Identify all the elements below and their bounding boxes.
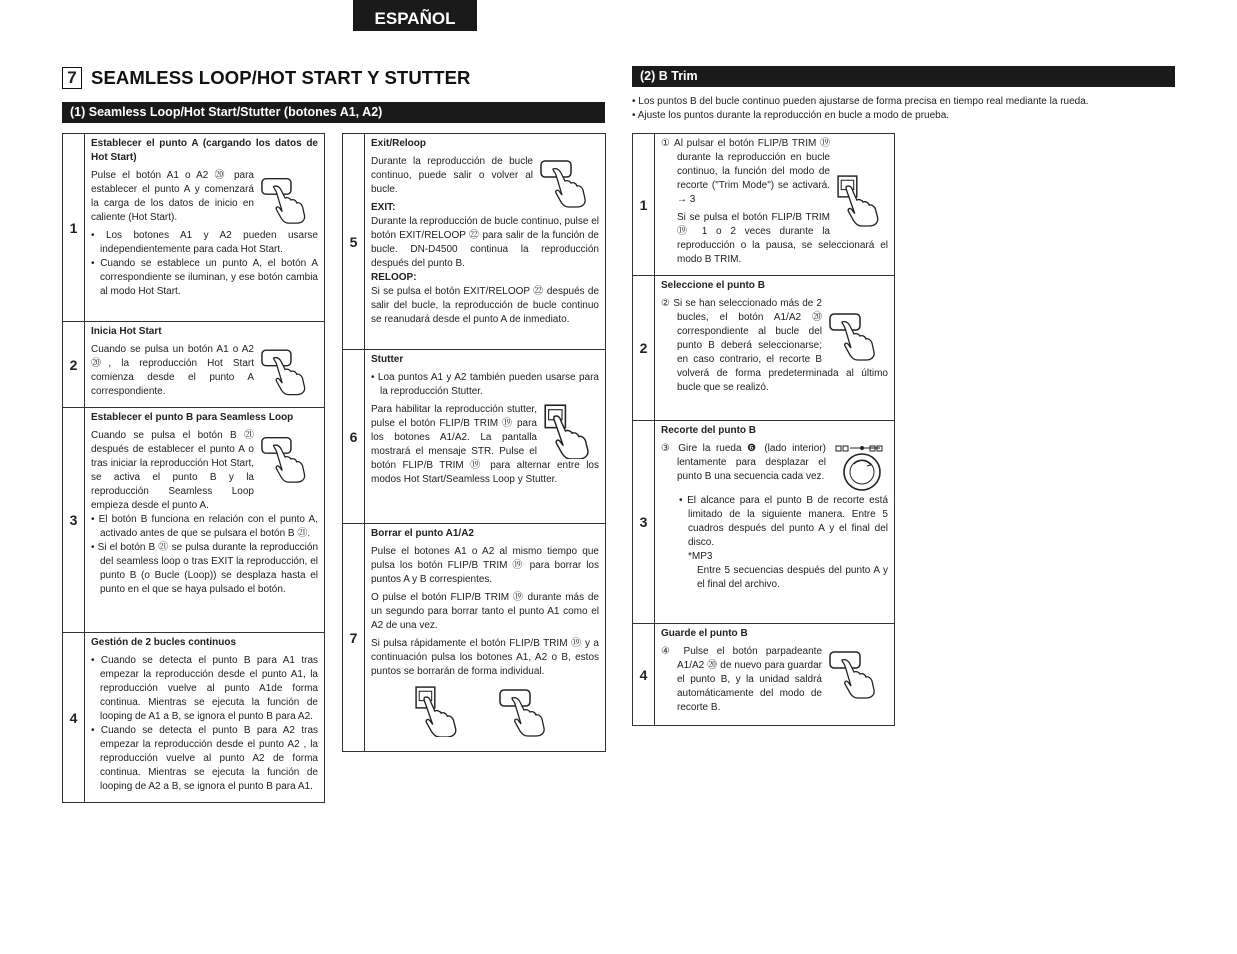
step-text: Si pulsa rápidamente el botón FLIP/B TRIM ⑲ y a continuación pulsa los botones A1, A2 o B, estos puntos se borrarán de forma individual. [371, 638, 599, 677]
step-body [85, 633, 325, 803]
intro-line: • Los puntos B del bucle continuo pueden ajustarse de forma precisa en tiempo real mediante la rueda. [632, 96, 1089, 107]
exit-text: Durante la reproducción de bucle continuo, pulse el botón EXIT/RELOOP ㉒ para salir de la función de bucle. DN-D4500 continua la reproducción después del punto B. [371, 216, 599, 269]
step-body [85, 322, 325, 408]
hand-press-flip-button-icon [543, 403, 599, 459]
hand-press-button-icon [260, 429, 318, 487]
bullet: • Cuando se establece un punto A, el botón A correspondiente se iluminan, y ese botón cambia al modo Hot Start. [91, 258, 318, 297]
step-number: 6 [343, 350, 365, 524]
step-body [655, 276, 895, 421]
step-body [365, 524, 606, 752]
step-number: 3 [633, 421, 655, 624]
bullet: • Si el botón B ㉑ se pulsa durante la reproducción del seamless loop o tras EXIT la reproducción, el punto B (o Bucle (Loop)) se desplaza hasta el punto en el que se haya pulsado el botón. [91, 542, 319, 595]
step-row [633, 624, 895, 726]
hand-press-button-icon [260, 343, 318, 398]
step-row [633, 134, 895, 276]
hand-press-button-icon [828, 307, 888, 363]
step-text: ④ Pulse el botón parpadeante A1/A2 ⑳ de nuevo para guardar el punto B, y la unidad saldrá automáticamente del modo de recorte B. [661, 646, 823, 713]
step-text: ③ Gire la rueda ❻ (lado interior) lentamente para desplazar el punto B una secuencia cada vez. [661, 443, 826, 482]
hand-press-flip-button-icon [412, 685, 468, 737]
subsection-1-title: (1) Seamless Loop/Hot Start/Stutter (botones A1, A2) [62, 102, 605, 123]
step-text: Para habilitar la reproducción stutter, pulse el botón FLIP/B TRIM ⑲ para los botones A1/A2. La pantalla mostrará el mensaje STR. Pulse el botón FLIP/B TRIM ⑲ para alternar entre los modos Hot Start/Seamless Loop y Stutter. [371, 404, 599, 485]
intro-line: • Ajuste los puntos durante la reproducción en bucle a modo de prueba. [632, 110, 950, 121]
steps-table-col3 [632, 133, 895, 726]
step-text: Cuando se pulsa el botón B ㉑ después de establecer el punto A o tras iniciar la reproducción Hot Start, se activa el punto B y la reproducción Seamless Loop empieza desde el punto A. [91, 430, 254, 511]
step-text: Pulse el botones A1 o A2 al mismo tiempo que pulsa los botón FLIP/B TRIM ⑲ para borrar los puntos A y B correspientes. [371, 546, 599, 585]
jog-wheel-icon [832, 442, 888, 494]
hand-press-flip-button-icon [836, 173, 888, 227]
b-trim-intro [632, 95, 1175, 123]
bullet: • Los botones A1 y A2 pueden usarse independientemente para cada Hot Start. [91, 230, 318, 255]
step-body [85, 134, 325, 322]
step-title: Gestión de 2 bucles continuos [91, 637, 237, 648]
exit-label: EXIT: [371, 202, 396, 213]
step-number: 7 [343, 524, 365, 752]
step-number: 2 [63, 322, 85, 408]
subsection-2-title: (2) B Trim [632, 66, 1175, 87]
step-row [343, 524, 606, 752]
section-title [62, 65, 471, 91]
step-body [655, 134, 895, 276]
step-row [63, 322, 325, 408]
step-row [63, 408, 325, 633]
reloop-text: Si se pulsa el botón EXIT/RELOOP ㉒ después de salir del bucle, la reproducción de bucle continuo se reanudará desde el punto A de inmediato. [371, 286, 599, 325]
steps-table-col1 [62, 133, 325, 803]
bullet: • Cuando se detecta el punto B para A2 tras empezar la reproducción desde el punto A2 , la reproducción vuelve al punto A2 de forma continua. Mientras se ejecuta la función de looping de A2 a B, se ignora el punto B para A1. [91, 725, 319, 792]
step-row [633, 421, 895, 624]
step-number: 1 [633, 134, 655, 276]
step-text: Cuando se pulsa un botón A1 o A2 ⑳, la reproducción Hot Start comienza desde el punto A correspondiente. [91, 344, 254, 397]
hand-press-button-icon [260, 169, 318, 229]
step-body [655, 624, 895, 726]
step-text: Durante la reproducción de bucle continuo, puede salir o volver al bucle. [371, 156, 533, 195]
step-number: 5 [343, 134, 365, 350]
step-title: Exit/Reloop [371, 138, 427, 149]
bullet: • El botón B funciona en relación con el punto A, activado antes de que se pulsara el botón B ㉑. [91, 514, 319, 539]
step-row [63, 633, 325, 803]
language-tab: ESPAÑOL [353, 0, 477, 31]
bullet: • El alcance para el punto B de recorte está limitado de la siguiente manera. Entre 5 cuadros después del punto A y el final del disco. [679, 495, 889, 548]
section-heading: SEAMLESS LOOP/HOT START Y STUTTER [91, 67, 471, 88]
bullet: • Cuando se detecta el punto B para A1 tras empezar la reproducción desde el punto A1, la reproducción vuelve al punto A1de forma continua. Mientras se ejecuta la función de looping de A1 a B, se ignora el punto B para A2. [91, 655, 319, 722]
section-number: 7 [62, 67, 82, 89]
step-title: Establecer el punto A (cargando los datos de Hot Start) [91, 138, 318, 163]
step-number: 1 [63, 134, 85, 322]
steps-table-col2 [342, 133, 606, 752]
step-title: Establecer el punto B para Seamless Loop [91, 412, 294, 423]
step-text: ① Al pulsar el botón FLIP/B TRIM ⑲ durante la reproducción en bucle continuo, la función del modo de recorte ("Trim Mode") se activará. → 3 [661, 138, 830, 205]
step-body [85, 408, 325, 633]
step-title: Guarde el punto B [661, 628, 748, 639]
step-row [63, 134, 325, 322]
reloop-label: RELOOP: [371, 272, 417, 283]
step-number: 2 [633, 276, 655, 421]
step-body [365, 134, 606, 350]
mp3-text: Entre 5 secuencias después del punto A y el final del archivo. [697, 565, 888, 590]
hand-press-button-icon [539, 155, 599, 209]
step-row [343, 134, 606, 350]
step-number: 4 [63, 633, 85, 803]
step-title: Seleccione el punto B [661, 280, 765, 291]
step-title: Recorte del punto B [661, 425, 757, 436]
step-body [655, 421, 895, 624]
hand-press-button-icon [498, 685, 558, 737]
step-row [343, 350, 606, 524]
hand-press-button-icon [828, 645, 888, 701]
step-title: Stutter [371, 354, 404, 365]
bullet: • Loa puntos A1 y A2 también pueden usarse para la reproducción Stutter. [371, 372, 599, 397]
step-row [633, 276, 895, 421]
step-body [365, 350, 606, 524]
step-title: Borrar el punto A1/A2 [371, 528, 474, 539]
step-text: Pulse el botón A1 o A2 ⑳ para establecer el punto A y comenzará la carga de los datos de inicio en caliente (Hot Start). [91, 170, 254, 223]
step-title: Inicia Hot Start [91, 326, 162, 337]
step-text: ② Si se han seleccionado más de 2 bucles, el botón A1/A2 ⑳ correspondiente al bucle del punto B deberá seleccionarse; en caso contrario, el recorte B volverá de forma predeterminada al último bucle que se realizó. [661, 298, 888, 393]
step-number: 3 [63, 408, 85, 633]
step-number: 4 [633, 624, 655, 726]
step-text: Si se pulsa el botón FLIP/B TRIM ⑲ 1 o 2 veces durante la reproducción o la pausa, se seleccionará el modo B TRIM. [677, 212, 888, 265]
mp3-label: *MP3 [688, 551, 713, 562]
step-text: O pulse el botón FLIP/B TRIM ⑲ durante más de un segundo para borrar tanto el punto A1 como el A2 de una vez. [371, 592, 599, 631]
